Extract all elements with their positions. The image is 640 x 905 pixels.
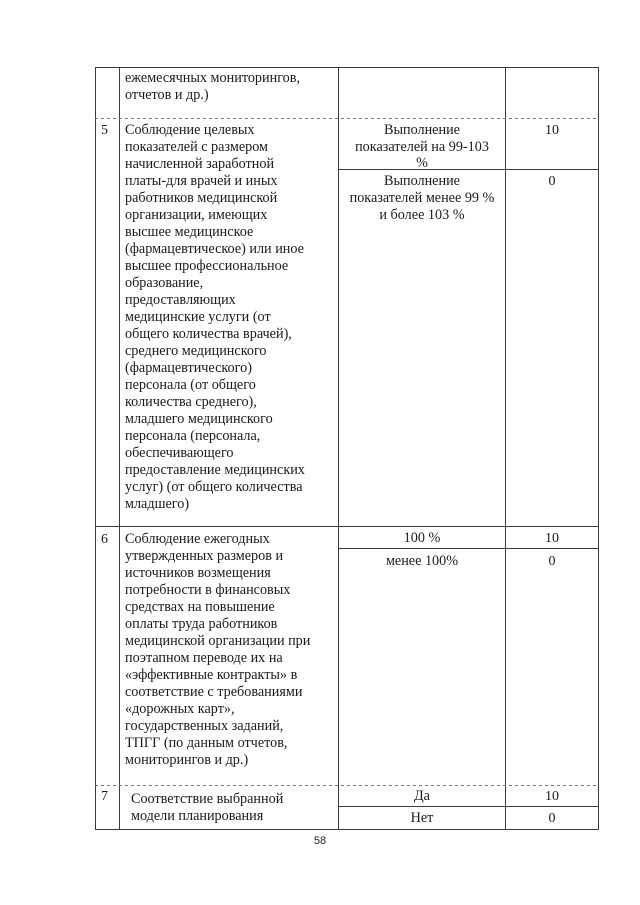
row5-criterion-line: персонала (от общего bbox=[125, 377, 256, 393]
row5-condition-2-line: и более 103 % bbox=[379, 207, 465, 223]
table-border-top bbox=[95, 67, 599, 68]
row5-criterion-line: услуг) (от общего количества bbox=[125, 479, 303, 495]
row6-number: 6 bbox=[101, 532, 108, 547]
row5-condition-2-line: показателей менее 99 % bbox=[349, 190, 495, 206]
row5-criterion-line: персонала (персонала, bbox=[125, 428, 261, 444]
row5-criterion-line: младшего) bbox=[125, 496, 190, 512]
row5-criterion-line: высшее профессиональное bbox=[125, 258, 289, 274]
row7-condition-1: Да bbox=[414, 788, 430, 804]
row4-criterion-line: ежемесячных мониторингов, bbox=[125, 70, 301, 86]
row4-criterion-line: отчетов и др.) bbox=[125, 87, 209, 103]
row6-criterion-line: утвержденных размеров и bbox=[125, 548, 284, 564]
row5-criterion-line: медицинские услуги (от bbox=[125, 309, 271, 325]
row6-criterion-line: поэтапном переводе их на bbox=[125, 650, 283, 666]
row5-criterion-line: показателей с размером bbox=[125, 139, 269, 155]
row5-criterion-line: количества среднего), bbox=[125, 394, 257, 410]
row7-criterion-line: Соответствие выбранной bbox=[131, 791, 284, 807]
row5-criterion-line: предоставление медицинских bbox=[125, 462, 305, 478]
row7-condition-divider bbox=[338, 806, 599, 807]
row5-criterion-line: (фармацевтическое) или иное bbox=[125, 241, 304, 257]
row6-criterion-line: Соблюдение ежегодных bbox=[125, 531, 270, 547]
row5-criterion-line: платы-для врачей и иных bbox=[125, 173, 278, 189]
row6-condition-divider bbox=[338, 548, 599, 549]
table-border-right bbox=[598, 67, 599, 830]
row5-criterion-line: образование, bbox=[125, 275, 204, 291]
row5-criterion-line: (фармацевтического) bbox=[125, 360, 252, 376]
row5-criterion-line: младшего медицинского bbox=[125, 411, 273, 427]
row7-top-border bbox=[95, 785, 599, 786]
row5-number: 5 bbox=[101, 123, 108, 138]
table-border-bottom bbox=[95, 829, 599, 830]
row6-criterion-line: соответствие с требованиями bbox=[125, 684, 303, 700]
row7-score-2: 0 bbox=[548, 811, 556, 826]
row5-criterion-line: общего количества врачей), bbox=[125, 326, 292, 342]
row6-score-2: 0 bbox=[548, 554, 556, 569]
row6-criterion-line: потребности в финансовых bbox=[125, 582, 291, 598]
row6-criterion-line: «дорожных карт», bbox=[125, 701, 235, 717]
row5-criterion-line: Соблюдение целевых bbox=[125, 122, 255, 138]
page-number: 58 bbox=[313, 835, 327, 847]
row6-criterion-line: государственных заданий, bbox=[125, 718, 284, 734]
row6-condition-1: 100 % bbox=[403, 530, 441, 546]
row6-score-1: 10 bbox=[545, 531, 559, 546]
row6-criterion-line: ТПГГ (по данным отчетов, bbox=[125, 735, 288, 751]
row5-condition-2-line: Выполнение bbox=[384, 173, 460, 189]
row5-criterion-line: организации, имеющих bbox=[125, 207, 268, 223]
row5-score-1: 10 bbox=[545, 123, 559, 138]
row6-top-border bbox=[95, 526, 599, 527]
row6-criterion-line: медицинской организации при bbox=[125, 633, 311, 649]
row5-criterion-line: среднего медицинского bbox=[125, 343, 267, 359]
row5-condition-1-line: % bbox=[416, 155, 428, 171]
row7-number: 7 bbox=[101, 789, 108, 804]
row6-criterion-line: «эффективные контракты» в bbox=[125, 667, 298, 683]
row6-condition-2: менее 100% bbox=[385, 553, 459, 569]
row5-top-border bbox=[95, 118, 599, 119]
row6-criterion-line: источников возмещения bbox=[125, 565, 271, 581]
row6-criterion-line: средствах на повышение bbox=[125, 599, 275, 615]
row7-score-1: 10 bbox=[545, 789, 559, 804]
row5-criterion-line: работников медицинской bbox=[125, 190, 278, 206]
row5-score-2: 0 bbox=[548, 174, 556, 189]
row5-criterion-line: высшее медицинское bbox=[125, 224, 254, 240]
row5-criterion-line: обеспечивающего bbox=[125, 445, 234, 461]
row7-condition-2: Нет bbox=[410, 810, 434, 826]
row5-criterion-line: начисленной заработной bbox=[125, 156, 275, 172]
row5-criterion-line: предоставляющих bbox=[125, 292, 236, 308]
row5-condition-1-line: показателей на 99-103 bbox=[355, 139, 489, 155]
row5-condition-1-line: Выполнение bbox=[384, 122, 460, 138]
row7-criterion-line: модели планирования bbox=[131, 808, 264, 824]
table-border-left bbox=[95, 67, 96, 830]
row6-criterion-line: мониторингов и др.) bbox=[125, 752, 249, 768]
table-border-num-col bbox=[119, 67, 120, 830]
row6-criterion-line: оплаты труда работников bbox=[125, 616, 278, 632]
